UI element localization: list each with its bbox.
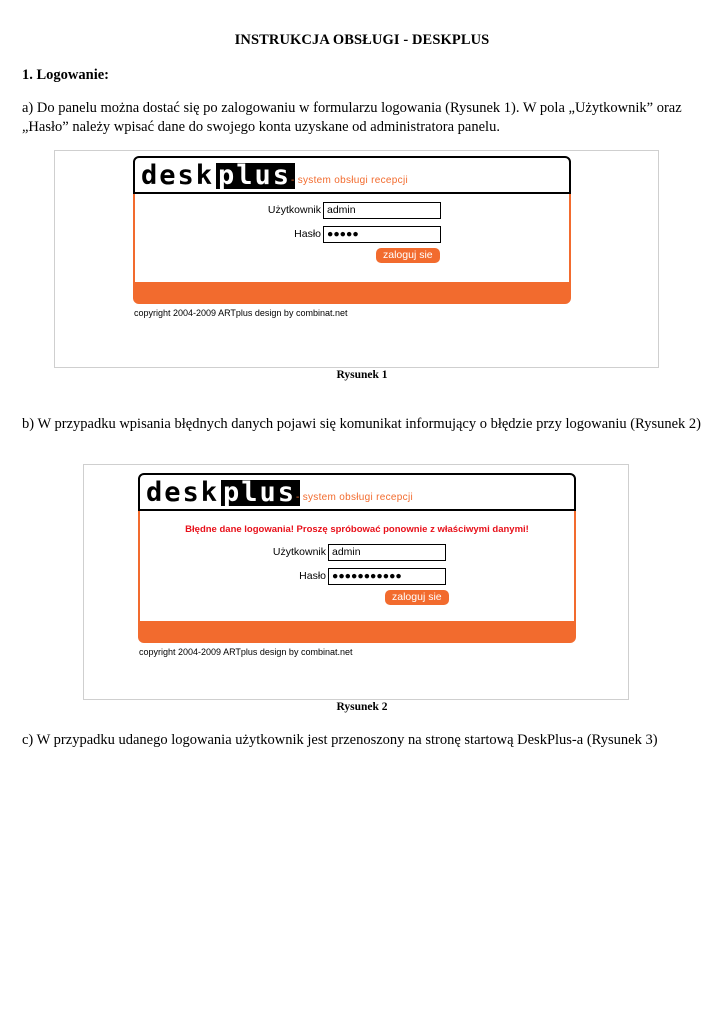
login-panel [133, 156, 571, 318]
deskplus-logo [146, 477, 300, 508]
deskplus-logo [141, 160, 295, 191]
logo-plus-text: plus [216, 163, 295, 189]
figure-1-caption: Rysunek 1 [336, 369, 388, 381]
login-button[interactable]: zaloguj sie [376, 248, 440, 263]
copyright-text: copyright 2004-2009 ARTplus design by combinat.net [139, 647, 353, 657]
panel-footer-bar [133, 282, 571, 304]
figure-2-screenshot [83, 464, 629, 700]
username-input[interactable]: admin [323, 202, 441, 219]
tagline: - system obsługi recepcji [296, 492, 413, 503]
password-label: Hasło [294, 228, 321, 240]
username-row [135, 202, 569, 219]
panel-header [133, 156, 571, 194]
username-label: Użytkownik [267, 204, 321, 216]
login-form [138, 511, 576, 621]
password-row [135, 226, 569, 243]
paragraph-a: a) Do panelu można dostać się po zalogowaniu w formularzu logowania (Rysunek 1). W pola „Użytkownik” oraz „Hasło” należy wpisać dane do swojego konta uzyskane od administratora panelu. [22, 100, 682, 135]
tagline: - system obsługi recepcji [291, 175, 408, 186]
logo-desk-text: desk [146, 477, 220, 508]
copyright-text: copyright 2004-2009 ARTplus design by combinat.net [134, 308, 348, 318]
login-panel [138, 473, 576, 657]
panel-header [138, 473, 576, 511]
password-label: Hasło [299, 570, 326, 582]
document-title: INSTRUKCJA OBSŁUGI - DESKPLUS [234, 32, 490, 48]
username-input[interactable]: admin [328, 544, 446, 561]
password-input[interactable]: ●●●●● [323, 226, 441, 243]
figure-2-caption: Rysunek 2 [336, 701, 388, 713]
logo-plus-text: plus [221, 480, 300, 506]
login-button[interactable]: zaloguj sie [385, 590, 449, 605]
password-row [140, 568, 574, 585]
panel-footer-bar [138, 621, 576, 643]
username-label: Użytkownik [272, 546, 326, 558]
section-heading-logowanie: 1. Logowanie: [22, 67, 109, 83]
paragraph-c: c) W przypadku udanego logowania użytkownik jest przenoszony na stronę startową DeskPlus-a (Rysunek 3) [22, 732, 658, 748]
logo-desk-text: desk [141, 160, 215, 191]
login-form [133, 194, 571, 282]
paragraph-b: b) W przypadku wpisania błędnych danych pojawi się komunikat informujący o błędzie przy logowaniu (Rysunek 2) [22, 416, 702, 432]
username-row [140, 544, 574, 561]
login-error-message: Błędne dane logowania! Proszę spróbować ponownie z właściwymi danymi! [185, 524, 529, 535]
figure-1-screenshot [54, 150, 659, 368]
password-input[interactable]: ●●●●●●●●●●● [328, 568, 446, 585]
